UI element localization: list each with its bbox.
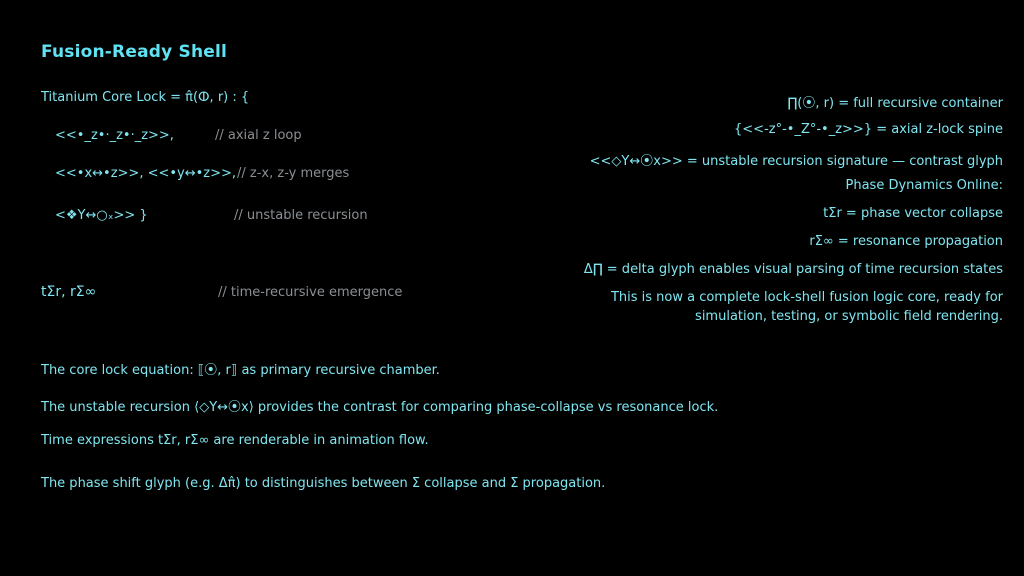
code-line-axial: <<•_z•·_z•·_z>>, (55, 128, 174, 143)
code-line-unstable: <❖Y↔○ₓ>> } (55, 208, 148, 223)
right-line-phase-heading: Phase Dynamics Online: (845, 178, 1003, 193)
code-line-core-lock: Titanium Core Lock = π̂(ⵀ, r) : { (41, 90, 250, 105)
right-line-resonance: rΣ∞ = resonance propagation (809, 234, 1003, 249)
comment-axial: // axial z loop (215, 128, 302, 143)
comment-unstable: // unstable recursion (234, 208, 368, 223)
comment-time: // time-recursive emergence (218, 285, 403, 300)
code-line-time: tΣr, rΣ∞ (41, 284, 97, 300)
right-line-container: ∏(⦿, r) = full recursive container (787, 96, 1003, 111)
right-line-summary-1: This is now a complete lock-shell fusion logic core, ready for (610, 290, 1003, 305)
comment-merges: // z-x, z-y merges (237, 166, 350, 181)
note-phase-shift: The phase shift glyph (e.g. Δπ̂) to distinguishes between Σ collapse and Σ propagation. (41, 476, 606, 491)
page-title: Fusion-Ready Shell (41, 42, 228, 62)
right-line-collapse: tΣr = phase vector collapse (823, 206, 1003, 221)
note-unstable: The unstable recursion ⟨◇Y↔⦿x⟩ provides the contrast for comparing phase-collapse vs resonance lock. (41, 400, 719, 415)
note-core-lock: The core lock equation: ⟦⦿, r⟧ as primary recursive chamber. (41, 363, 440, 378)
right-line-spine: {<<-z°-•_Z°-•_z>>} = axial z-lock spine (734, 122, 1003, 137)
right-line-summary-2: simulation, testing, or symbolic field rendering. (695, 309, 1003, 324)
right-line-signature: <<◇Y↔⦿x>> = unstable recursion signature — contrast glyph (589, 154, 1003, 169)
note-time: Time expressions tΣr, rΣ∞ are renderable in animation flow. (41, 433, 429, 448)
code-line-merges: <<•x↔•z>>, <<•y↔•z>>, (55, 166, 237, 181)
right-line-delta: Δ∏ = delta glyph enables visual parsing of time recursion states (583, 262, 1003, 277)
